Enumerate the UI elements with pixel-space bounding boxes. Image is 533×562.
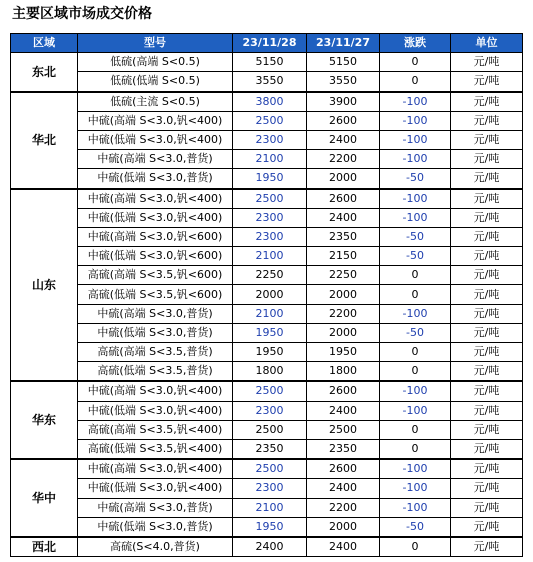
- table-row: [11, 420, 523, 439]
- price-previous-cell: 2200: [307, 304, 380, 323]
- model-cell: 中硫(低端 S<3.0,钒<400): [78, 130, 233, 149]
- table-row: [11, 208, 523, 227]
- model-cell: 中硫(低端 S<3.0,普货): [78, 169, 233, 189]
- price-current-cell: 1950: [233, 517, 307, 537]
- model-cell: 中硫(低端 S<3.0,钒<400): [78, 401, 233, 420]
- price-previous-cell: 2350: [307, 227, 380, 246]
- price-previous-cell: 2000: [307, 517, 380, 537]
- price-current-cell: 2400: [233, 537, 307, 557]
- price-current-cell: 2100: [233, 150, 307, 169]
- price-current-cell: 2500: [233, 189, 307, 209]
- price-previous-cell: 2400: [307, 208, 380, 227]
- table-row: [11, 439, 523, 459]
- change-cell: -100: [380, 381, 451, 401]
- unit-cell: 元/吨: [451, 304, 523, 323]
- table-row: [11, 92, 523, 112]
- change-cell: -50: [380, 227, 451, 246]
- unit-cell: 元/吨: [451, 266, 523, 285]
- table-row: [11, 343, 523, 362]
- price-previous-cell: 2600: [307, 189, 380, 209]
- price-current-cell: 1950: [233, 343, 307, 362]
- model-cell: 低硫(低端 S<0.5): [78, 72, 233, 92]
- price-previous-cell: 2600: [307, 111, 380, 130]
- model-cell: 中硫(低端 S<3.0,钒<400): [78, 479, 233, 498]
- price-previous-cell: 2000: [307, 285, 380, 304]
- region-cell: 华东: [11, 381, 78, 459]
- page-title: 主要区域市场成交价格: [12, 6, 152, 22]
- price-table: [10, 33, 523, 557]
- price-current-cell: 2500: [233, 459, 307, 479]
- unit-cell: 元/吨: [451, 72, 523, 92]
- unit-cell: 元/吨: [451, 247, 523, 266]
- price-current-cell: 2500: [233, 420, 307, 439]
- table-row: [11, 304, 523, 323]
- price-current-cell: 2500: [233, 381, 307, 401]
- model-cell: 中硫(高端 S<3.0,普货): [78, 498, 233, 517]
- change-cell: -100: [380, 401, 451, 420]
- change-cell: -100: [380, 304, 451, 323]
- model-cell: 高硫(低端 S<3.5,钒<400): [78, 439, 233, 459]
- model-cell: 高硫(高端 S<3.5,钒<600): [78, 266, 233, 285]
- table-header-row: [11, 34, 523, 53]
- change-cell: -100: [380, 208, 451, 227]
- table-row: [11, 150, 523, 169]
- model-cell: 中硫(高端 S<3.0,钒<400): [78, 381, 233, 401]
- unit-cell: 元/吨: [451, 479, 523, 498]
- model-cell: 高硫(高端 S<3.5,钒<400): [78, 420, 233, 439]
- price-current-cell: 2250: [233, 266, 307, 285]
- change-cell: 0: [380, 53, 451, 72]
- price-previous-cell: 2250: [307, 266, 380, 285]
- change-cell: -50: [380, 323, 451, 342]
- table-row: [11, 189, 523, 209]
- price-previous-cell: 2200: [307, 498, 380, 517]
- price-previous-cell: 2000: [307, 323, 380, 342]
- change-cell: 0: [380, 266, 451, 285]
- unit-cell: 元/吨: [451, 517, 523, 537]
- unit-cell: 元/吨: [451, 381, 523, 401]
- header-change: 涨跌: [380, 34, 451, 53]
- price-previous-cell: 2600: [307, 381, 380, 401]
- change-cell: 0: [380, 420, 451, 439]
- table-row: [11, 323, 523, 342]
- change-cell: -100: [380, 189, 451, 209]
- region-cell: 西北: [11, 537, 78, 557]
- unit-cell: 元/吨: [451, 130, 523, 149]
- model-cell: 中硫(高端 S<3.0,钒<600): [78, 227, 233, 246]
- table-row: [11, 53, 523, 72]
- model-cell: 低硫(高端 S<0.5): [78, 53, 233, 72]
- table-row: [11, 247, 523, 266]
- price-previous-cell: 2400: [307, 401, 380, 420]
- price-current-cell: 2100: [233, 247, 307, 266]
- price-previous-cell: 1950: [307, 343, 380, 362]
- change-cell: -100: [380, 111, 451, 130]
- price-current-cell: 3550: [233, 72, 307, 92]
- price-current-cell: 1950: [233, 169, 307, 189]
- table-row: [11, 130, 523, 149]
- price-current-cell: 3800: [233, 92, 307, 112]
- price-current-cell: 2100: [233, 304, 307, 323]
- unit-cell: 元/吨: [451, 111, 523, 130]
- change-cell: 0: [380, 537, 451, 557]
- table-row: [11, 72, 523, 92]
- table-row: [11, 537, 523, 557]
- unit-cell: 元/吨: [451, 537, 523, 557]
- price-current-cell: 2300: [233, 208, 307, 227]
- header-unit: 单位: [451, 34, 523, 53]
- price-previous-cell: 2400: [307, 130, 380, 149]
- table-row: [11, 401, 523, 420]
- unit-cell: 元/吨: [451, 208, 523, 227]
- table-row: [11, 479, 523, 498]
- price-previous-cell: 1800: [307, 362, 380, 382]
- price-current-cell: 2300: [233, 130, 307, 149]
- price-current-cell: 2300: [233, 401, 307, 420]
- header-model: 型号: [78, 34, 233, 53]
- price-current-cell: 5150: [233, 53, 307, 72]
- price-previous-cell: 2600: [307, 459, 380, 479]
- unit-cell: 元/吨: [451, 227, 523, 246]
- model-cell: 中硫(高端 S<3.0,钒<400): [78, 111, 233, 130]
- price-current-cell: 2500: [233, 111, 307, 130]
- table-row: [11, 227, 523, 246]
- unit-cell: 元/吨: [451, 150, 523, 169]
- table-body: [11, 53, 523, 557]
- price-previous-cell: 2150: [307, 247, 380, 266]
- model-cell: 中硫(低端 S<3.0,普货): [78, 517, 233, 537]
- price-previous-cell: 2500: [307, 420, 380, 439]
- unit-cell: 元/吨: [451, 189, 523, 209]
- model-cell: 中硫(高端 S<3.0,普货): [78, 150, 233, 169]
- header-region: 区域: [11, 34, 78, 53]
- unit-cell: 元/吨: [451, 285, 523, 304]
- table-row: [11, 285, 523, 304]
- model-cell: 高硫(低端 S<3.5,钒<600): [78, 285, 233, 304]
- change-cell: 0: [380, 439, 451, 459]
- model-cell: 高硫(低端 S<3.5,普货): [78, 362, 233, 382]
- header-date-previous: 23/11/27: [307, 34, 380, 53]
- price-previous-cell: 2000: [307, 169, 380, 189]
- header-date-current: 23/11/28: [233, 34, 307, 53]
- table-row: [11, 266, 523, 285]
- change-cell: 0: [380, 362, 451, 382]
- price-current-cell: 1950: [233, 323, 307, 342]
- region-cell: 东北: [11, 53, 78, 92]
- price-current-cell: 1800: [233, 362, 307, 382]
- price-previous-cell: 3900: [307, 92, 380, 112]
- change-cell: 0: [380, 343, 451, 362]
- unit-cell: 元/吨: [451, 92, 523, 112]
- model-cell: 中硫(高端 S<3.0,钒<400): [78, 459, 233, 479]
- price-current-cell: 2300: [233, 479, 307, 498]
- table-row: [11, 169, 523, 189]
- model-cell: 中硫(低端 S<3.0,钒<600): [78, 247, 233, 266]
- price-previous-cell: 2200: [307, 150, 380, 169]
- region-cell: 华中: [11, 459, 78, 537]
- unit-cell: 元/吨: [451, 498, 523, 517]
- table-row: [11, 381, 523, 401]
- unit-cell: 元/吨: [451, 459, 523, 479]
- table-row: [11, 459, 523, 479]
- unit-cell: 元/吨: [451, 362, 523, 382]
- model-cell: 中硫(低端 S<3.0,钒<400): [78, 208, 233, 227]
- change-cell: -50: [380, 169, 451, 189]
- change-cell: 0: [380, 72, 451, 92]
- region-cell: 华北: [11, 92, 78, 189]
- change-cell: -50: [380, 247, 451, 266]
- price-current-cell: 2100: [233, 498, 307, 517]
- change-cell: -50: [380, 517, 451, 537]
- table-row: [11, 362, 523, 382]
- unit-cell: 元/吨: [451, 420, 523, 439]
- price-previous-cell: 3550: [307, 72, 380, 92]
- change-cell: 0: [380, 285, 451, 304]
- unit-cell: 元/吨: [451, 53, 523, 72]
- price-current-cell: 2000: [233, 285, 307, 304]
- unit-cell: 元/吨: [451, 343, 523, 362]
- table-row: [11, 111, 523, 130]
- table-row: [11, 517, 523, 537]
- table-row: [11, 498, 523, 517]
- price-previous-cell: 2350: [307, 439, 380, 459]
- unit-cell: 元/吨: [451, 401, 523, 420]
- change-cell: -100: [380, 479, 451, 498]
- model-cell: 高硫(高端 S<3.5,普货): [78, 343, 233, 362]
- model-cell: 中硫(高端 S<3.0,普货): [78, 304, 233, 323]
- unit-cell: 元/吨: [451, 323, 523, 342]
- change-cell: -100: [380, 498, 451, 517]
- change-cell: -100: [380, 459, 451, 479]
- change-cell: -100: [380, 130, 451, 149]
- model-cell: 高硫(S<4.0,普货): [78, 537, 233, 557]
- model-cell: 中硫(低端 S<3.0,普货): [78, 323, 233, 342]
- change-cell: -100: [380, 150, 451, 169]
- price-previous-cell: 5150: [307, 53, 380, 72]
- unit-cell: 元/吨: [451, 439, 523, 459]
- model-cell: 低硫(主流 S<0.5): [78, 92, 233, 112]
- unit-cell: 元/吨: [451, 169, 523, 189]
- region-cell: 山东: [11, 189, 78, 382]
- price-current-cell: 2300: [233, 227, 307, 246]
- price-current-cell: 2350: [233, 439, 307, 459]
- price-previous-cell: 2400: [307, 479, 380, 498]
- change-cell: -100: [380, 92, 451, 112]
- model-cell: 中硫(高端 S<3.0,钒<400): [78, 189, 233, 209]
- price-previous-cell: 2400: [307, 537, 380, 557]
